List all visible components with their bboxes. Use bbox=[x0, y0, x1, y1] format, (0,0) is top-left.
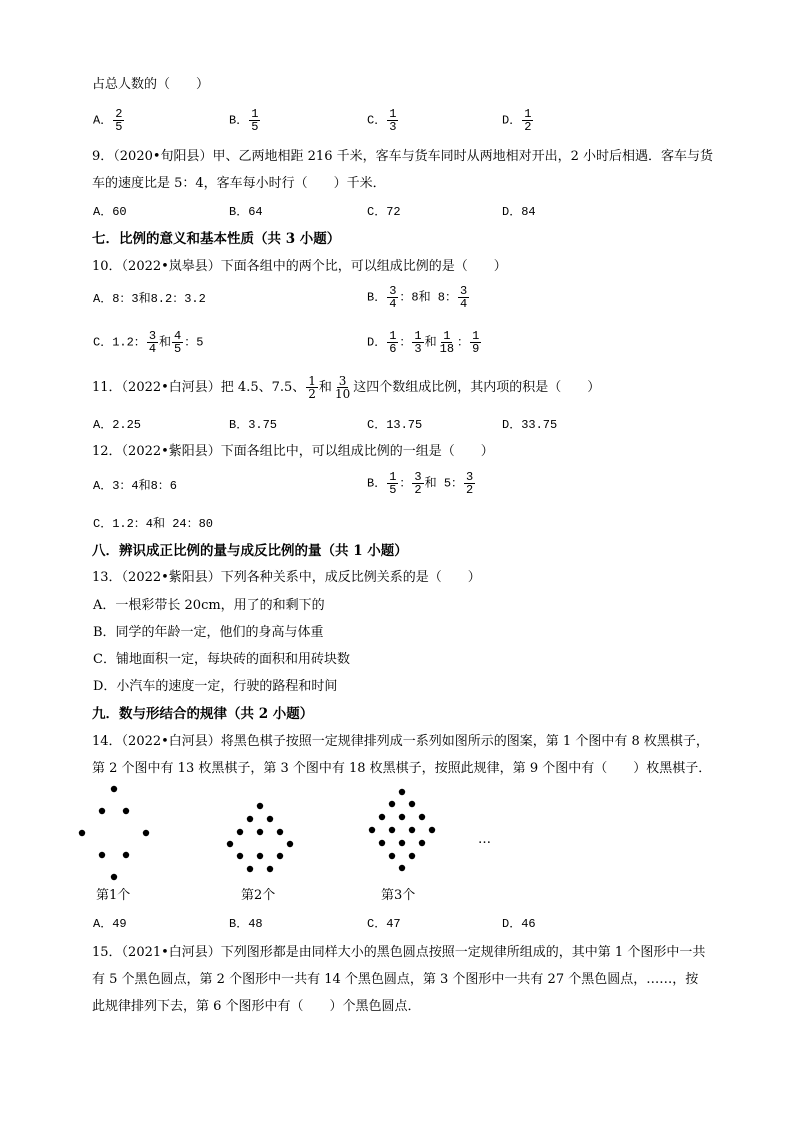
q14-figure-1 bbox=[72, 780, 162, 884]
q10-option-c[interactable]: C．1.2： $\frac{3}{4}$ 和 $\frac{4}{5}$ ：5 bbox=[93, 329, 204, 356]
q9-option-a[interactable]: A．60 bbox=[93, 205, 127, 219]
q14-option-c[interactable]: C．47 bbox=[367, 917, 401, 931]
q10-option-d[interactable]: D． $\frac{1}{6}$ ： $\frac{1}{3}$ 和 $\frac{1}{18}$ ： $\frac{1}{9}$ bbox=[367, 329, 480, 356]
q8-option-c-fraction: $\frac{1}{3}$ bbox=[389, 107, 397, 134]
q8-option-d[interactable] bbox=[502, 108, 534, 133]
q14-stem-line2: 第 2 个图中有 13 枚黑棋子，第 3 个图中有 18 枚黑棋子，按照此规律，第 9 个图中有（ ）枚黑棋子． bbox=[92, 761, 712, 776]
q8-option-b[interactable] bbox=[229, 108, 261, 133]
q8-option-d-fraction: $\frac{1}{2}$ bbox=[524, 107, 532, 134]
section-8-title: 八．辨识成正比例的量与成反比例的量（共 1 小题） bbox=[92, 543, 408, 559]
q14-figure-3-label: 第3个 bbox=[381, 888, 416, 903]
q10-option-a[interactable]: A．8：3和8.2：3.2 bbox=[93, 292, 206, 306]
q12-stem: 12．（2022•紫阳县）下面各组比中，可以组成比例的一组是（ ） bbox=[92, 444, 494, 459]
q9-option-c[interactable]: C．72 bbox=[367, 205, 401, 219]
q14-stem-line1: 14．（2022•白河县）将黑色棋子按照一定规律排列成一系列如图所示的图案，第 1 个图中有 8 枚黑棋子， bbox=[92, 734, 709, 749]
q14-option-d[interactable]: D．46 bbox=[502, 917, 536, 931]
q8-option-c-label: C． bbox=[367, 113, 387, 128]
q8-option-c[interactable] bbox=[367, 108, 399, 133]
q10-stem: 10．（2022•岚皋县）下面各组中的两个比，可以组成比例的是（ ） bbox=[92, 259, 507, 274]
q11-option-d[interactable]: D．33.75 bbox=[502, 418, 558, 432]
q8-option-b-fraction: $\frac{1}{5}$ bbox=[251, 107, 259, 134]
q14-figure-2 bbox=[225, 796, 295, 876]
q11-stem: 11．（2022•白河县）把 4.5、7.5、 $\frac{1}{2}$ 和 $\frac{3}{10}$ 这四个数组成比例，其内项的积是（ ） bbox=[92, 374, 601, 401]
q14-figure-2-label: 第2个 bbox=[241, 888, 276, 903]
q15-stem-line2: 有 5 个黑色圆点，第 2 个图形中一共有 14 个黑色圆点，第 3 个图形中一共有 27 个黑色圆点，……，按 bbox=[92, 972, 699, 987]
q14-option-b[interactable]: B．48 bbox=[229, 917, 263, 931]
q8-option-a-fraction: $\frac{2}{5}$ bbox=[115, 107, 123, 134]
q11-option-b[interactable]: B．3.75 bbox=[229, 418, 278, 432]
q12-option-c[interactable]: C．1.2：4和 24：80 bbox=[93, 517, 214, 531]
q14-option-a[interactable]: A．49 bbox=[93, 917, 127, 931]
section-7-title: 七．比例的意义和基本性质（共 3 小题） bbox=[92, 231, 341, 247]
q14-figure-1-label: 第1个 bbox=[96, 888, 131, 903]
q9-stem-line1: 9．（2020•旬阳县）甲、乙两地相距 216 千米，客车与货车同时从两地相对开出，2 小时后相遇．客车与货 bbox=[92, 149, 714, 164]
q9-option-d[interactable]: D．84 bbox=[502, 205, 536, 219]
q14-ellipsis: … bbox=[478, 832, 491, 847]
q9-stem-line2: 车的速度比是 5：4，客车每小时行（ ）千米． bbox=[92, 176, 386, 191]
q13-option-c[interactable]: C．铺地面积一定，每块砖的面积和用砖块数 bbox=[93, 652, 350, 667]
q8-option-a[interactable] bbox=[93, 108, 125, 133]
q13-stem: 13．（2022•紫阳县）下列各种关系中，成反比例关系的是（ ） bbox=[92, 570, 481, 585]
q14-figure-3 bbox=[362, 784, 442, 888]
q11-option-c[interactable]: C．13.75 bbox=[367, 418, 423, 432]
q13-option-a[interactable]: A．一根彩带长 20cm，用了的和剩下的 bbox=[93, 598, 325, 613]
q13-option-d[interactable]: D．小汽车的速度一定，行驶的路程和时间 bbox=[93, 679, 338, 694]
section-9-title: 九．数与形结合的规律（共 2 小题） bbox=[92, 706, 314, 722]
q11-option-a[interactable]: A．2.25 bbox=[93, 418, 142, 432]
q8-option-d-label: D． bbox=[502, 113, 522, 128]
q8-option-b-label: B． bbox=[229, 113, 249, 128]
q15-stem-line1: 15．（2021•白河县）下列图形都是由同样大小的黑色圆点按照一定规律所组成的，其中第 1 个图形中一共 bbox=[92, 945, 706, 960]
q12-option-a[interactable]: A．3：4和8：6 bbox=[93, 479, 178, 493]
q13-option-b[interactable]: B．同学的年龄一定，他们的身高与体重 bbox=[93, 625, 324, 640]
q8-option-a-label: A． bbox=[93, 113, 113, 128]
q15-stem-line3: 此规律排列下去，第 6 个图形中有（ ）个黑色圆点． bbox=[92, 999, 421, 1014]
q9-option-b[interactable]: B．64 bbox=[229, 205, 263, 219]
q10-option-b[interactable]: B． $\frac{3}{4}$ ：8和 8： $\frac{3}{4}$ bbox=[367, 284, 468, 311]
q8-stem-tail: 占总人数的（ ） bbox=[92, 77, 210, 92]
q12-option-b[interactable]: B． $\frac{1}{5}$ ： $\frac{3}{2}$ 和 5： $\frac{3}{2}$ bbox=[367, 470, 474, 497]
